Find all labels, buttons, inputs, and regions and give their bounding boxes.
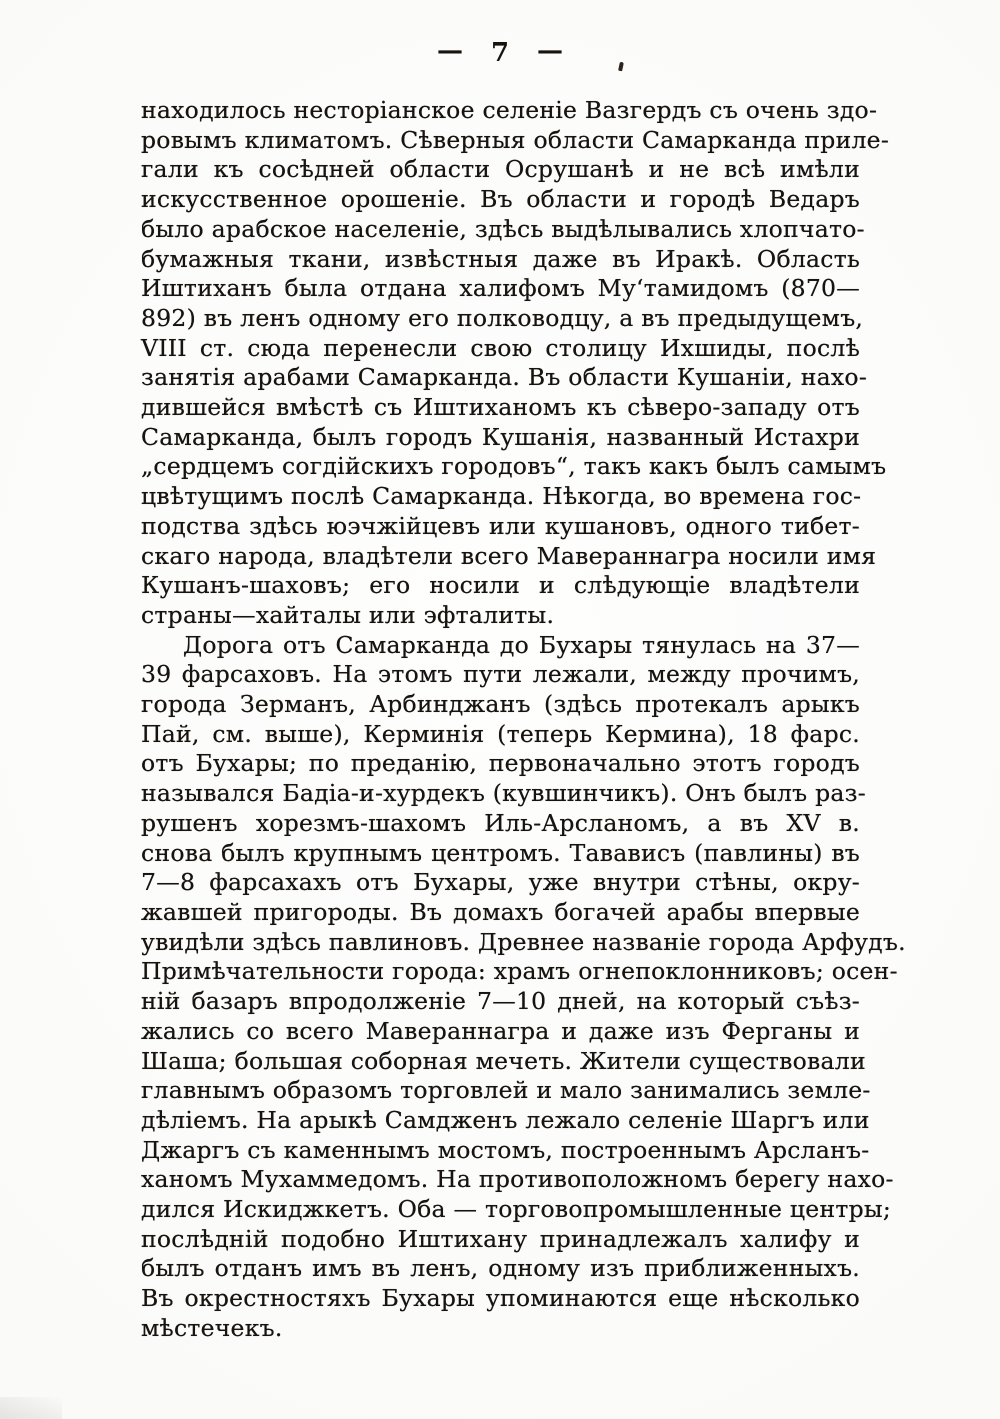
text-line: ній базаръ впродолженіе 7—10 дней, на который съѣз- [141, 987, 860, 1016]
text-line: былъ отданъ имъ въ ленъ, одному изъ приближенныхъ. [141, 1254, 860, 1283]
text-line: отъ Бухары; по преданію, первоначально этотъ городъ [141, 749, 860, 778]
text-line: было арабское населеніе, здѣсь выдѣлывались хлопчато- [141, 214, 865, 243]
text-line-paragraph-end: мѣстечекъ. [141, 1313, 283, 1342]
text-line: цвѣтущимъ послѣ Самарканда. Нѣкогда, во времена гос- [141, 482, 862, 511]
text-line: послѣдній подобно Иштихану принадлежалъ халифу и [141, 1224, 860, 1253]
text-line: 892) въ ленъ одному его полководцу, а въ предыдущемъ, [141, 303, 864, 332]
text-line: бумажныя ткани, извѣстныя даже въ Иракѣ. Область [141, 244, 860, 273]
text-line: главнымъ образомъ торговлей и мало занимались земле- [141, 1076, 871, 1105]
page-number-right-dash: — [537, 36, 565, 66]
text-line: Въ окрестностяхъ Бухары упоминаются еще нѣсколько [141, 1284, 860, 1313]
text-line: Джаргъ съ каменнымъ мостомъ, построеннымъ Арсланъ- [141, 1135, 870, 1164]
text-line: Примѣчательности города: храмъ огнепоклонниковъ; осен- [141, 957, 898, 986]
text-line: 7—8 фарсахахъ отъ Бухары, уже внутри стѣны, окру- [141, 868, 860, 897]
text-line: снова былъ крупнымъ центромъ. Тавависъ (павлины) въ [141, 838, 860, 867]
text-line: ханомъ Мухаммедомъ. На противоположномъ берегу нахо- [141, 1165, 894, 1194]
page-number: 7 [490, 38, 511, 68]
text-line: Кушанъ-шаховъ; его носили и слѣдующіе владѣтели [141, 571, 860, 600]
page-number-header [141, 38, 860, 68]
text-line: скаго народа, владѣтели всего Мавераннагра носили имя [141, 541, 877, 570]
text-line: 39 фарсаховъ. На этомъ пути лежали, между прочимъ, [141, 660, 860, 689]
text-line: Пай, см. выше), Керминія (теперь Кермина), 18 фарс. [141, 719, 860, 748]
text-line: назывался Бадіа-и-хурдекъ (кувшинчикъ). Онъ былъ раз- [141, 779, 866, 808]
text-line: Иштиханъ была отдана халифомъ Му‘тамидомъ (870— [141, 274, 860, 303]
text-line-paragraph-end: страны—хайталы или эфталиты. [141, 600, 555, 629]
scan-shade-artifact [0, 1397, 62, 1419]
page-number-left-dash: — [436, 36, 464, 66]
text-line: гали къ сосѣдней области Осрушанѣ и не всѣ имѣли [141, 155, 860, 184]
text-line-paragraph-start: Дорога отъ Самарканда до Бухары тянулась на 37— [183, 630, 860, 659]
text-line: занятія арабами Самарканда. Въ области Кушаніи, нахо- [141, 363, 868, 392]
text-line: увидѣли здѣсь павлиновъ. Древнее названіе города Арфудъ. [141, 927, 906, 956]
text-line: находилось несторіанское селеніе Вазгердъ съ очень здо- [141, 96, 878, 124]
text-line: дился Искиджкетъ. Оба — торговопромышленные центры; [141, 1195, 892, 1224]
text-line: ровымъ климатомъ. Сѣверныя области Самарканда приле- [141, 125, 890, 154]
body-text [141, 96, 906, 1344]
text-line: рушенъ хорезмъ-шахомъ Иль-Арсланомъ, а въ XV в. [141, 808, 860, 837]
text-line: дившейся вмѣстѣ съ Иштиханомъ къ сѣверо-западу отъ [141, 393, 860, 422]
text-line: жались со всего Мавераннагра и даже изъ Ферганы и [141, 1016, 860, 1045]
text-line: Самарканда, былъ городъ Кушанія, названный Истахри [141, 422, 860, 451]
text-line: города Зерманъ, Арбинджанъ (здѣсь протекалъ арыкъ [141, 690, 860, 719]
text-line: Шаша; большая соборная мечеть. Жители существовали [141, 1046, 866, 1075]
text-line: подства здѣсь юэчжійцевъ или кушановъ, одного тибет- [141, 511, 860, 540]
text-line: искусственное орошеніе. Въ области и городѣ Ведаръ [141, 185, 860, 214]
text-line: „сердцемъ согдійскихъ городовъ“, такъ какъ былъ самымъ [141, 452, 887, 481]
text-line: жавшей пригороды. Въ домахъ богачей арабы впервые [141, 897, 860, 926]
text-line: VIII ст. сюда перенесли свою столицу Ихшиды, послѣ [141, 333, 860, 362]
scan-speck-artifact [618, 62, 624, 72]
text-line: дѣліемъ. На арыкѣ Самдженъ лежало селеніе Шаргъ или [141, 1105, 870, 1134]
